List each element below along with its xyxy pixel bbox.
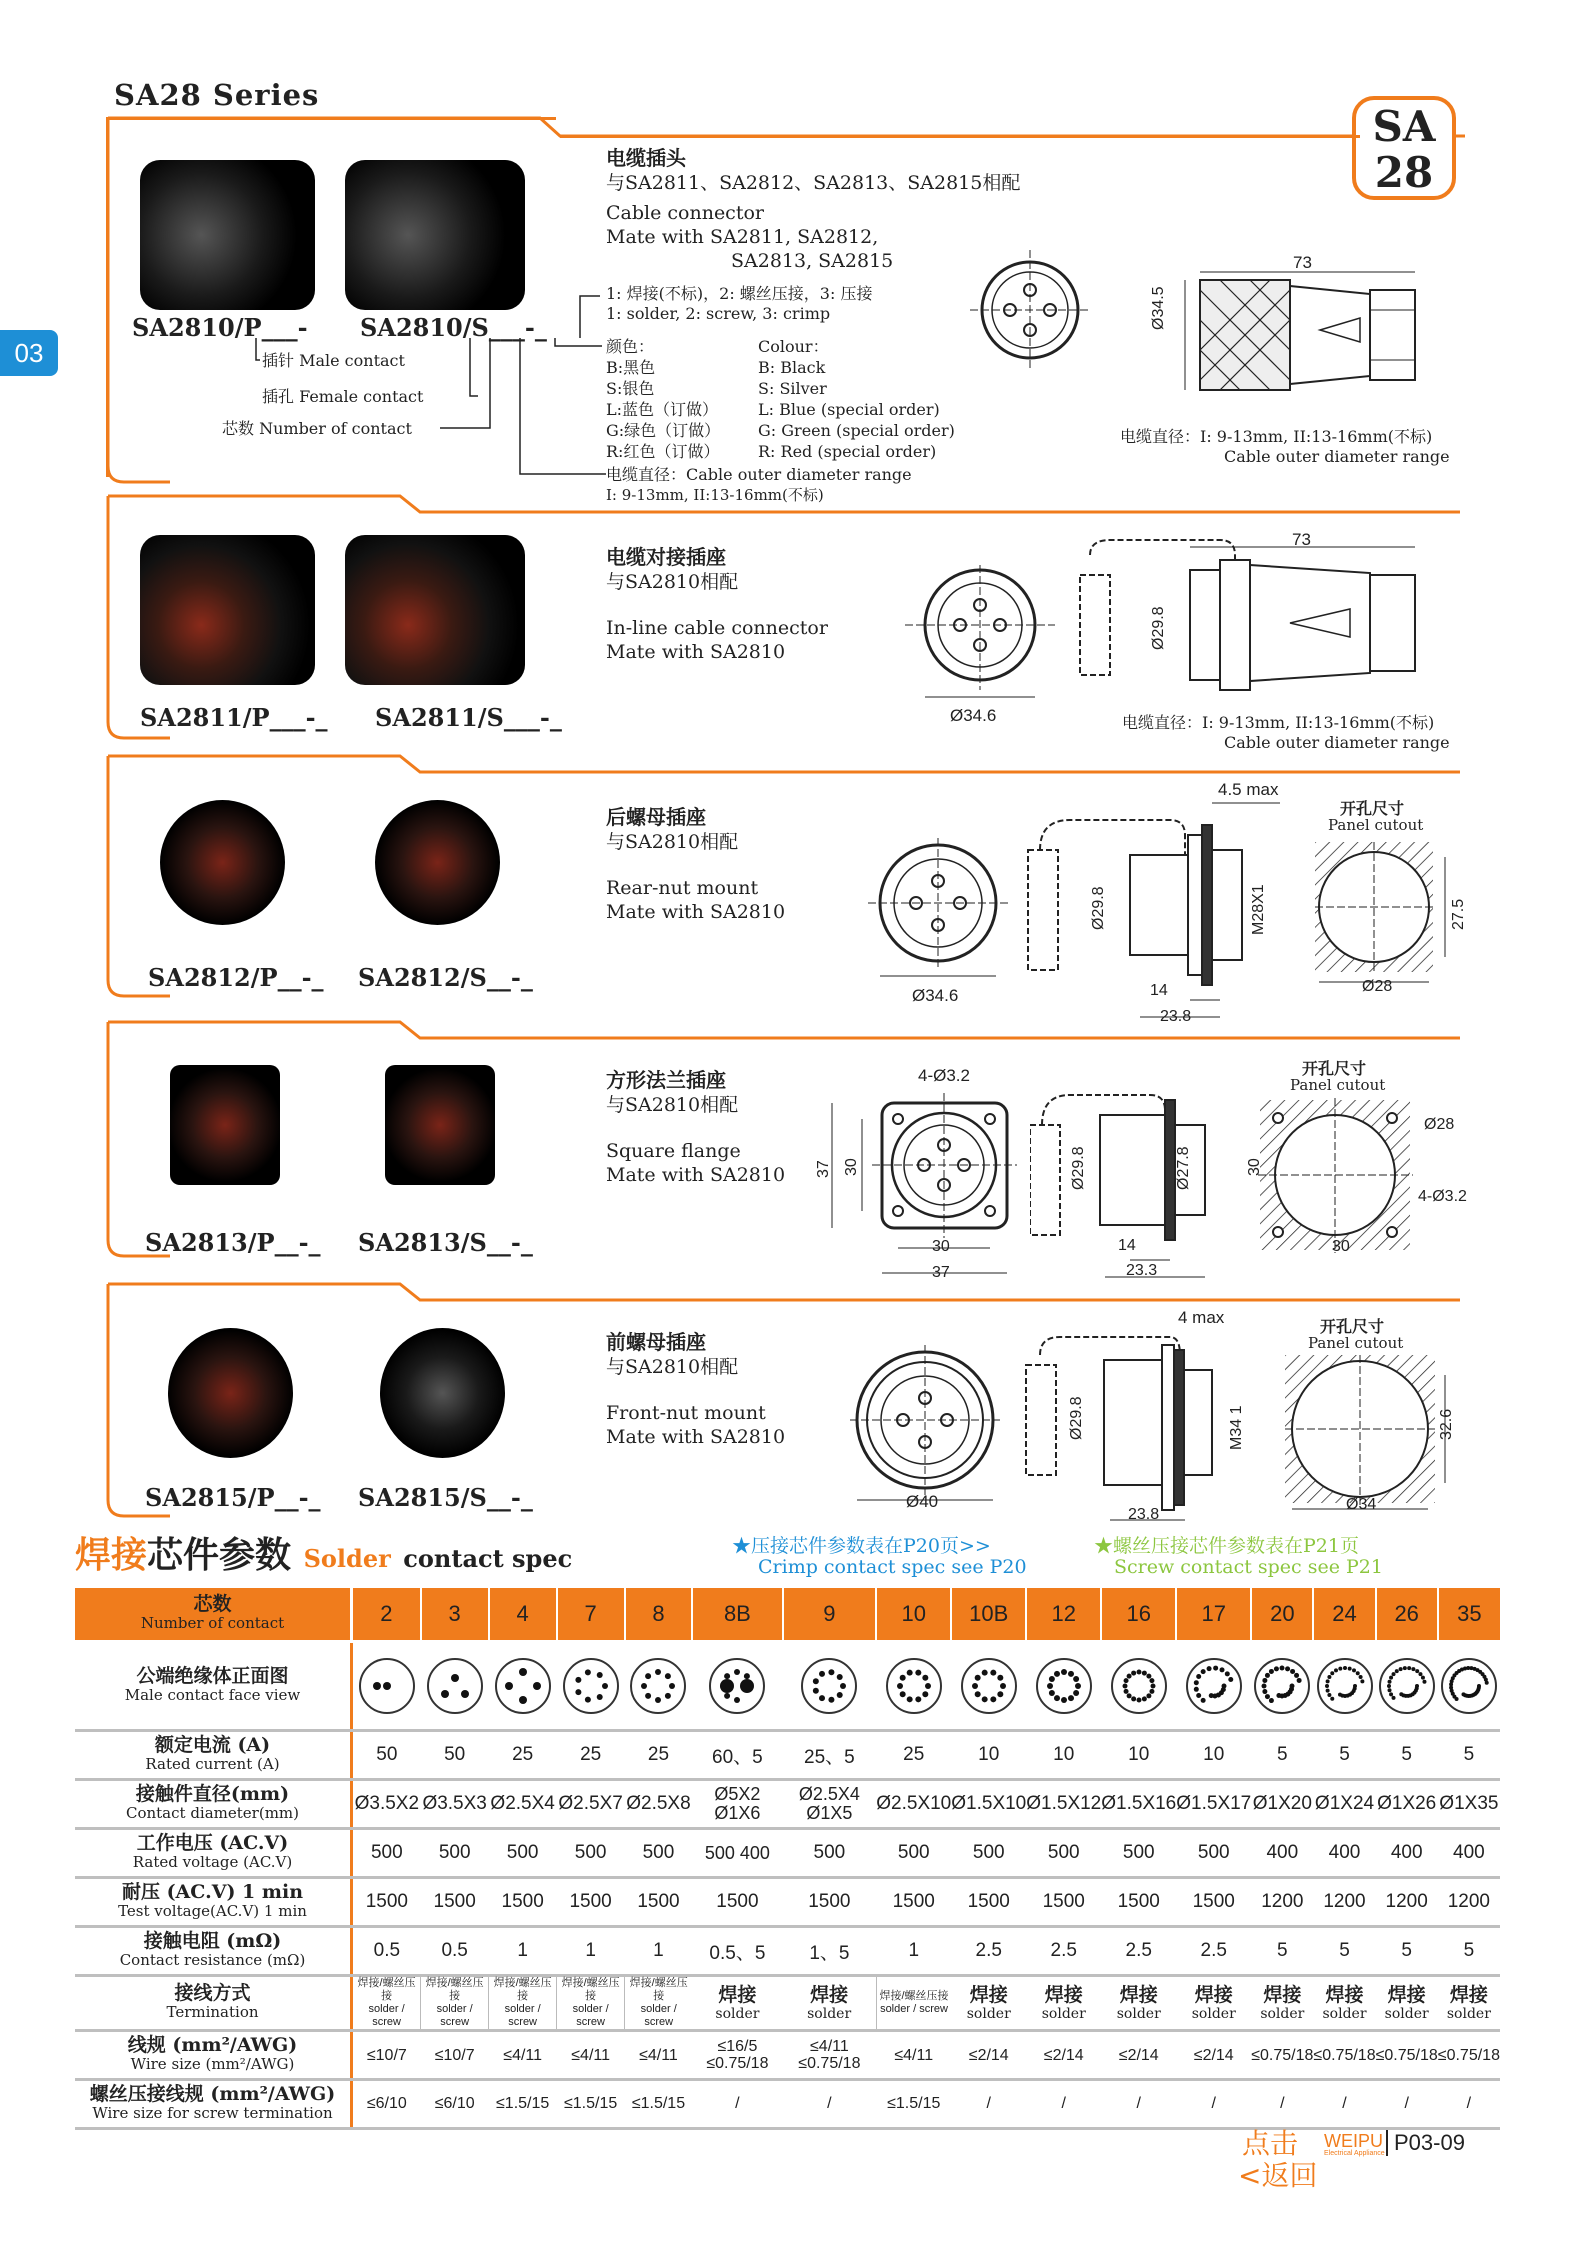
section5-face-drawing (850, 1345, 1000, 1505)
crimp-spec-link[interactable]: ★压接芯件参数表在P20页>> Crimp contact spec see P20 (732, 1535, 1027, 1578)
rated-voltage: 500 (489, 1829, 557, 1878)
contact-diameter: Ø2.5X4 Ø1X5 (783, 1780, 877, 1829)
face-view-icon (876, 1642, 951, 1731)
face-view-icon (1101, 1642, 1176, 1731)
s3-cutout-en: Panel cutout (1328, 816, 1424, 834)
test-voltage: 1200 (1251, 1878, 1313, 1927)
contact-resistance: 5 (1376, 1927, 1438, 1976)
square-flange-female-photo (385, 1065, 495, 1185)
spec-label: 接触件直径(mm) Contact diameter(mm) (75, 1780, 352, 1829)
test-voltage: 1500 (489, 1878, 557, 1927)
contact-count: 8 (625, 1588, 693, 1642)
front-nut-male-photo (168, 1328, 293, 1458)
test-voltage: 1200 (1313, 1878, 1375, 1927)
s3-cut-275: 27.5 (1450, 898, 1467, 930)
screw-wire-size: ≤1.5/15 (557, 2080, 625, 2129)
model-sa2812s: SA2812/S__-_ (358, 963, 533, 992)
s5-dim-face: Ø40 (906, 1492, 939, 1511)
s4-dim-30h: 30 (932, 1238, 950, 1255)
rated-current: 25 (625, 1731, 693, 1780)
face-view-icon (1313, 1642, 1375, 1731)
rated-voltage: 500 (1026, 1829, 1101, 1878)
s3-dim-dia: Ø29.8 (1090, 886, 1107, 930)
s4-dim-30v: 30 (843, 1158, 860, 1176)
screw-wire-size: ≤1.5/15 (625, 2080, 693, 2129)
contact-resistance: 0.5、5 (692, 1927, 782, 1976)
contact-count: 35 (1438, 1588, 1500, 1642)
wire-size: ≤0.75/18 (1313, 2031, 1375, 2080)
screw-wire-size: / (1313, 2080, 1375, 2129)
legend-pin: 插针 Male contact (262, 351, 405, 370)
contact-diameter: Ø1.5X16 (1101, 1780, 1176, 1829)
spec-label: 工作电压 (AC.V) Rated voltage (AC.V) (75, 1829, 352, 1878)
rated-voltage: 400 (1376, 1829, 1438, 1878)
s5-cut-34: Ø34 (1346, 1496, 1377, 1513)
model-sa2815s: SA2815/S__-_ (358, 1483, 533, 1512)
contact-count: 12 (1026, 1588, 1101, 1642)
face-view-icon (625, 1642, 693, 1731)
contact-count: 8B (692, 1588, 782, 1642)
contact-diameter: Ø1X26 (1376, 1780, 1438, 1829)
section4-face-drawing (822, 1088, 1022, 1288)
s3-dim-max: 4.5 max (1218, 780, 1279, 799)
section2-title-en: In-line cable connector (606, 617, 828, 639)
contact-count: 2 (352, 1588, 421, 1642)
rated-voltage: 400 (1251, 1829, 1313, 1878)
legend-termination-en: 1: solder, 2: screw, 3: crimp (606, 304, 831, 323)
face-view-icon (1438, 1642, 1500, 1731)
contact-diameter: Ø5X2 Ø1X6 (692, 1780, 782, 1829)
section5-title-cn: 前螺母插座 (606, 1330, 706, 1354)
test-voltage: 1500 (692, 1878, 782, 1927)
termination: 焊接/螺丝压接 solder / screw (876, 1976, 951, 2031)
contact-resistance: 0.5 (421, 1927, 489, 1976)
section1-face-drawing (970, 250, 1090, 370)
legend-cable-cn: 电缆直径：Cable outer diameter range (606, 465, 912, 484)
s4-dim-37v: 37 (815, 1160, 832, 1178)
wire-size: ≤4/11 (625, 2031, 693, 2080)
s4-cut-28: Ø28 (1424, 1116, 1455, 1133)
model-sa2813p: SA2813/P__-_ (145, 1228, 321, 1257)
s3-cutout-cn: 开孔尺寸 (1340, 799, 1405, 818)
rated-current: 25 (489, 1731, 557, 1780)
model-sa2810s: SA2810/S___-_ (360, 313, 547, 342)
s4-cutout-cn: 开孔尺寸 (1302, 1059, 1367, 1078)
contact-count: 7 (557, 1588, 625, 1642)
s2-dim-length: 73 (1292, 530, 1311, 549)
wire-size: ≤0.75/18 (1251, 2031, 1313, 2080)
test-voltage: 1200 (1376, 1878, 1438, 1927)
face-view-icon (783, 1642, 877, 1731)
contact-resistance: 5 (1251, 1927, 1313, 1976)
face-view-icon (1376, 1642, 1438, 1731)
contact-count: 17 (1176, 1588, 1251, 1642)
section4-cutout-drawing (1258, 1098, 1418, 1258)
test-voltage: 1500 (625, 1878, 693, 1927)
section2-face-drawing (905, 565, 1055, 715)
model-sa2810p: SA2810/P___- (132, 313, 308, 342)
s3-dim-238: 23.8 (1160, 1008, 1192, 1025)
section5-mate-cn: 与SA2810相配 (606, 1356, 739, 1378)
screw-wire-size: / (1101, 2080, 1176, 2129)
contact-diameter: Ø2.5X8 (625, 1780, 693, 1829)
wire-size: ≤4/11 (876, 2031, 951, 2080)
s4-cut-holes: 4-Ø3.2 (1418, 1188, 1467, 1205)
termination: 焊接/螺丝压接 solder / screw (352, 1976, 421, 2031)
inline-female-photo (345, 535, 525, 685)
legend-colour-en: Colour： B: Black S: Silver L: Blue (special order) G: Green (special order) R: Red (special order) (758, 337, 955, 461)
section4-title-cn: 方形法兰插座 (606, 1068, 726, 1092)
spec-label: 螺丝压接线规 (mm²/AWG) Wire size for screw termination (75, 2080, 352, 2129)
termination: 焊接/螺丝压接 solder / screw (421, 1976, 489, 2031)
rated-voltage: 500 400 (692, 1829, 782, 1878)
termination: 焊接 solder (1101, 1976, 1176, 2031)
wire-size: ≤0.75/18 (1438, 2031, 1500, 2080)
s5-cutout-cn: 开孔尺寸 (1320, 1317, 1385, 1336)
model-sa2811p: SA2811/P___-_ (140, 703, 328, 732)
contact-diameter: Ø2.5X4 (489, 1780, 557, 1829)
rated-voltage: 400 (1313, 1829, 1375, 1878)
wire-size: ≤0.75/18 (1376, 2031, 1438, 2080)
contact-resistance: 2.5 (951, 1927, 1026, 1976)
contact-count: 4 (489, 1588, 557, 1642)
screw-wire-size: / (1026, 2080, 1101, 2129)
contact-diameter: Ø2.5X7 (557, 1780, 625, 1829)
contact-resistance: 2.5 (1101, 1927, 1176, 1976)
rated-current: 5 (1313, 1731, 1375, 1780)
rated-voltage: 500 (1176, 1829, 1251, 1878)
contact-resistance: 1 (557, 1927, 625, 1976)
test-voltage: 1500 (951, 1878, 1026, 1927)
spec-label: 额定电流 (A) Rated current (A) (75, 1731, 352, 1780)
section3-title-cn: 后螺母插座 (606, 805, 706, 829)
s2-cable-cn: 电缆直径：I: 9-13mm, II:13-16mm(不标) (1122, 713, 1435, 732)
section3-face-drawing (868, 838, 1008, 988)
section1-title-en: Cable connector (606, 202, 764, 224)
screw-wire-size: / (951, 2080, 1026, 2129)
face-view-icon (489, 1642, 557, 1731)
front-nut-female-photo (380, 1328, 505, 1458)
screw-wire-size: / (783, 2080, 877, 2129)
screw-wire-size: ≤1.5/15 (489, 2080, 557, 2129)
rated-current: 10 (1026, 1731, 1101, 1780)
rated-current: 5 (1251, 1731, 1313, 1780)
contact-count: 26 (1376, 1588, 1438, 1642)
contact-diameter: Ø1.5X17 (1176, 1780, 1251, 1829)
section1-title-cn: 电缆插头 (606, 146, 686, 170)
s4-cut-30h: 30 (1332, 1238, 1350, 1255)
s4-dim-14: 14 (1118, 1237, 1136, 1254)
contact-diameter: Ø1X20 (1251, 1780, 1313, 1829)
section3-title-en: Rear-nut mount (606, 877, 759, 899)
wire-size: ≤10/7 (421, 2031, 489, 2080)
test-voltage: 1500 (1026, 1878, 1101, 1927)
s5-dim-max: 4 max (1178, 1308, 1225, 1327)
rated-voltage: 500 (783, 1829, 877, 1878)
model-sa2813s: SA2813/S__-_ (358, 1228, 533, 1257)
face-view-icon (421, 1642, 489, 1731)
rear-nut-male-photo (160, 800, 285, 925)
solder-spec-table (75, 1588, 1500, 2130)
rated-current: 5 (1376, 1731, 1438, 1780)
contact-count: 16 (1101, 1588, 1176, 1642)
contact-count: 20 (1251, 1588, 1313, 1642)
contact-diameter: Ø1X35 (1438, 1780, 1500, 1829)
s5-dim-238: 23.8 (1128, 1506, 1160, 1523)
s3-dim-thread: M28X1 (1250, 884, 1267, 935)
contact-resistance: 1 (876, 1927, 951, 1976)
model-sa2811s: SA2811/S___-_ (375, 703, 562, 732)
inline-male-photo (140, 535, 315, 685)
wire-size: ≤4/11 ≤0.75/18 (783, 2031, 877, 2080)
wire-size: ≤2/14 (1176, 2031, 1251, 2080)
rated-current: 60、5 (692, 1731, 782, 1780)
termination: 焊接 solder (1026, 1976, 1101, 2031)
test-voltage: 1500 (783, 1878, 877, 1927)
wire-size: ≤4/11 (489, 2031, 557, 2080)
termination: 焊接 solder (1438, 1976, 1500, 2031)
contact-diameter: Ø1X24 (1313, 1780, 1375, 1829)
section3-mate-cn: 与SA2810相配 (606, 831, 739, 853)
series-badge: SA 28 (1352, 96, 1456, 200)
s5-dim-dia: Ø29.8 (1068, 1396, 1085, 1440)
s3-dim-14: 14 (1150, 982, 1168, 999)
section3-mate-en: Mate with SA2810 (606, 901, 786, 923)
test-voltage: 1500 (557, 1878, 625, 1927)
contact-resistance: 5 (1438, 1927, 1500, 1976)
contact-count: 9 (783, 1588, 877, 1642)
section3-cutout-drawing (1315, 842, 1465, 992)
s4-dim-233: 23.3 (1126, 1262, 1158, 1279)
rated-current: 25、5 (783, 1731, 877, 1780)
rated-voltage: 500 (951, 1829, 1026, 1878)
spec-title: 焊接芯件参数 Solder contact spec (75, 1534, 573, 1576)
contact-resistance: 2.5 (1176, 1927, 1251, 1976)
face-view-icon (1026, 1642, 1101, 1731)
rear-nut-female-photo (375, 800, 500, 925)
wire-size: ≤4/11 (557, 2031, 625, 2080)
s1-dim-dia: Ø34.5 (1150, 286, 1167, 330)
test-voltage: 1500 (876, 1878, 951, 1927)
section2-mate-cn: 与SA2810相配 (606, 571, 739, 593)
rated-current: 25 (557, 1731, 625, 1780)
rated-current: 10 (1176, 1731, 1251, 1780)
section1-mate-cn: 与SA2811、SA2812、SA2813、SA2815相配 (606, 172, 1021, 194)
section4-mate-cn: 与SA2810相配 (606, 1094, 739, 1116)
spec-label: 芯数 Number of contact (75, 1588, 352, 1642)
section4-mate-en: Mate with SA2810 (606, 1164, 786, 1186)
termination: 焊接 solder (1376, 1976, 1438, 2031)
legend-termination-cn: 1: 焊接(不标)，2: 螺丝压接，3: 压接 (606, 284, 873, 303)
back-link[interactable]: 点击 <返回 (1238, 2127, 1318, 2192)
face-view-icon (557, 1642, 625, 1731)
model-sa2812p: SA2812/P__-_ (148, 963, 324, 992)
contact-diameter: Ø3.5X3 (421, 1780, 489, 1829)
rated-current: 10 (951, 1731, 1026, 1780)
s3-cut-28: Ø28 (1362, 978, 1393, 995)
wire-size: ≤2/14 (951, 2031, 1026, 2080)
section1-side-drawing (1140, 250, 1470, 420)
s5-cutout-en: Panel cutout (1308, 1334, 1404, 1352)
screw-spec-link[interactable]: ★螺丝压接芯件参数表在P21页 Screw contact spec see P21 (1094, 1535, 1383, 1578)
face-view-icon (1176, 1642, 1251, 1731)
termination: 焊接 solder (1251, 1976, 1313, 2031)
s1-cable-cn: 电缆直径：I: 9-13mm, II:13-16mm(不标) (1120, 427, 1433, 446)
rated-voltage: 400 (1438, 1829, 1500, 1878)
s4-dim-298: Ø29.8 (1070, 1146, 1087, 1190)
screw-wire-size: ≤6/10 (352, 2080, 421, 2129)
face-view-icon (352, 1642, 421, 1731)
page-number: P03-09 (1394, 2130, 1465, 2155)
screw-wire-size: ≤6/10 (421, 2080, 489, 2129)
termination: 焊接/螺丝压接 solder / screw (557, 1976, 625, 2031)
legend-colour-cn: 颜色： B:黑色 S:银色 L:蓝色（订做） G:绿色（订做） R:红色（订做） (606, 337, 721, 461)
termination: 焊接 solder (692, 1976, 782, 2031)
rated-current: 5 (1438, 1731, 1500, 1780)
test-voltage: 1200 (1438, 1878, 1500, 1927)
test-voltage: 1500 (1176, 1878, 1251, 1927)
section2-mate-en: Mate with SA2810 (606, 641, 786, 663)
termination: 焊接 solder (1176, 1976, 1251, 2031)
test-voltage: 1500 (352, 1878, 421, 1927)
wire-size: ≤16/5 ≤0.75/18 (692, 2031, 782, 2080)
wire-size: ≤2/14 (1026, 2031, 1101, 2080)
contact-diameter: Ø2.5X10 (876, 1780, 951, 1829)
termination: 焊接 solder (951, 1976, 1026, 2031)
screw-wire-size: / (1438, 2080, 1500, 2129)
legend-socket: 插孔 Female contact (262, 387, 424, 406)
rated-voltage: 500 (1101, 1829, 1176, 1878)
termination: 焊接 solder (1313, 1976, 1375, 2031)
s1-cable-en: Cable outer diameter range (1224, 447, 1450, 466)
test-voltage: 1500 (421, 1878, 489, 1927)
section2-side-drawing (1070, 525, 1470, 700)
s4-cutout-en: Panel cutout (1290, 1076, 1386, 1094)
rated-voltage: 500 (625, 1829, 693, 1878)
section5-mate-en: Mate with SA2810 (606, 1426, 786, 1448)
rated-current: 50 (352, 1731, 421, 1780)
contact-count: 3 (421, 1588, 489, 1642)
rated-voltage: 500 (557, 1829, 625, 1878)
contact-resistance: 0.5 (352, 1927, 421, 1976)
rated-voltage: 500 (352, 1829, 421, 1878)
chapter-tab[interactable]: 03 (0, 330, 58, 376)
screw-wire-size: ≤1.5/15 (876, 2080, 951, 2129)
spec-label: 线规 (mm²/AWG) Wire size (mm²/AWG) (75, 2031, 352, 2080)
rated-current: 50 (421, 1731, 489, 1780)
rated-current: 25 (876, 1731, 951, 1780)
s4-dim-holes: 4-Ø3.2 (918, 1066, 970, 1085)
face-view-icon (1251, 1642, 1313, 1731)
square-flange-male-photo (170, 1065, 280, 1185)
s4-cut-30v: 30 (1246, 1158, 1263, 1176)
s2-cable-en: Cable outer diameter range (1224, 733, 1450, 752)
rated-voltage: 500 (421, 1829, 489, 1878)
contact-count: 10B (951, 1588, 1026, 1642)
spec-label: 接触电阻 (mΩ) Contact resistance (mΩ) (75, 1927, 352, 1976)
contact-resistance: 5 (1313, 1927, 1375, 1976)
section5-title-en: Front-nut mount (606, 1402, 766, 1424)
termination: 焊接 solder (783, 1976, 877, 2031)
spec-label: 耐压 (AC.V) 1 min Test voltage(AC.V) 1 min (75, 1878, 352, 1927)
screw-wire-size: / (1176, 2080, 1251, 2129)
legend-cable-en: I: 9-13mm, II:13-16mm(不标) (606, 486, 824, 504)
s3-dim-face: Ø34.6 (912, 986, 959, 1005)
s5-cut-326: 32.6 (1438, 1408, 1455, 1440)
wire-size: ≤2/14 (1101, 2031, 1176, 2080)
model-sa2815p: SA2815/P__-_ (145, 1483, 321, 1512)
s4-dim-278: Ø27.8 (1175, 1146, 1192, 1190)
contact-resistance: 1 (625, 1927, 693, 1976)
section1-mate-en-2: SA2813, SA2815 (731, 250, 894, 272)
face-view-icon (951, 1642, 1026, 1731)
contact-diameter: Ø3.5X2 (352, 1780, 421, 1829)
s5-dim-thread: M34 1 (1228, 1405, 1245, 1450)
legend-count: 芯数 Number of contact (222, 419, 412, 438)
rated-voltage: 500 (876, 1829, 951, 1878)
rated-current: 10 (1101, 1731, 1176, 1780)
test-voltage: 1500 (1101, 1878, 1176, 1927)
contact-diameter: Ø1.5X10 (951, 1780, 1026, 1829)
contact-count: 24 (1313, 1588, 1375, 1642)
contact-diameter: Ø1.5X12 (1026, 1780, 1101, 1829)
s4-dim-37h: 37 (932, 1264, 950, 1281)
termination: 焊接/螺丝压接 solder / screw (625, 1976, 693, 2031)
series-title: SA28 Series (114, 78, 320, 112)
screw-wire-size: / (1251, 2080, 1313, 2129)
s2-dim-face: Ø34.6 (950, 706, 997, 725)
spec-label: 公端绝缘体正面图 Male contact face view (75, 1642, 352, 1731)
face-view-icon (692, 1642, 782, 1731)
contact-resistance: 2.5 (1026, 1927, 1101, 1976)
s1-dim-length: 73 (1293, 253, 1312, 272)
s2-dim-dia: Ø29.8 (1150, 606, 1167, 650)
section4-title-en: Square flange (606, 1140, 741, 1162)
screw-wire-size: / (692, 2080, 782, 2129)
wire-size: ≤10/7 (352, 2031, 421, 2080)
screw-wire-size: / (1376, 2080, 1438, 2129)
brand-logo: WEIPU Electrical Appliance (1324, 2131, 1385, 2157)
termination: 焊接/螺丝压接 solder / screw (489, 1976, 557, 2031)
contact-resistance: 1、5 (783, 1927, 877, 1976)
section1-mate-en: Mate with SA2811, SA2812, (606, 226, 879, 248)
contact-resistance: 1 (489, 1927, 557, 1976)
spec-label: 接线方式 Termination (75, 1976, 352, 2031)
contact-count: 10 (876, 1588, 951, 1642)
section2-title-cn: 电缆对接插座 (606, 545, 726, 569)
